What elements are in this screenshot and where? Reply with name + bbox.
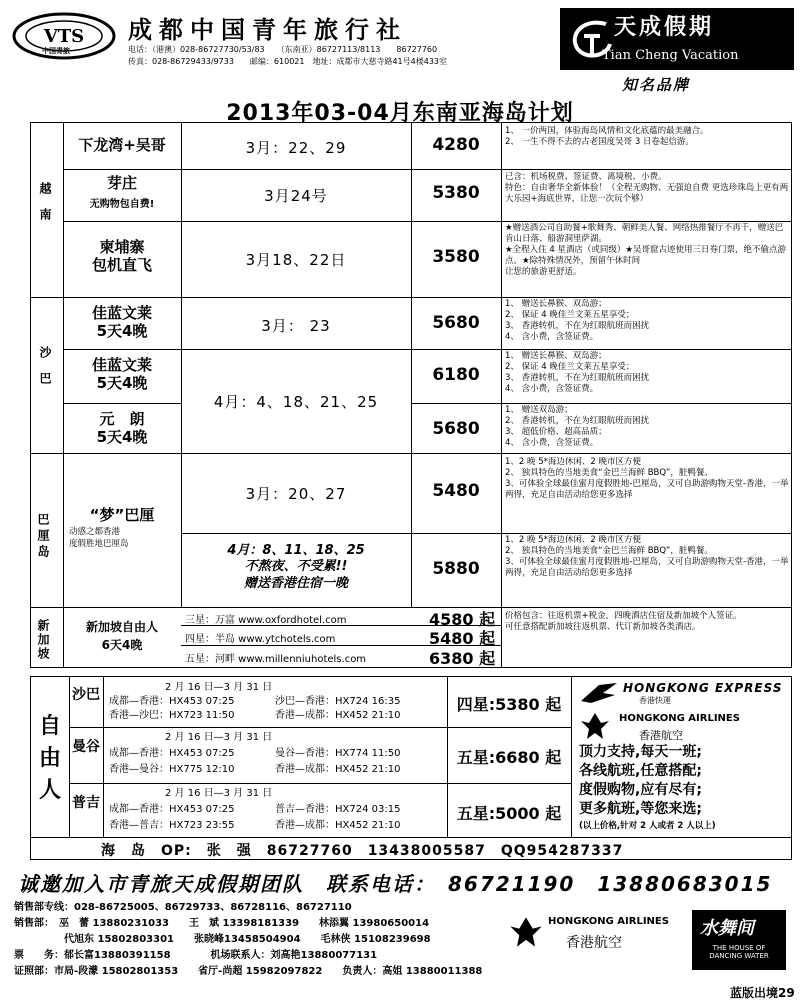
date-brunei-1: 3月： 23 [261,317,331,335]
flight-sabah-2: 沙巴—香港：HX724 16:35 [275,696,401,707]
product-nhatrang: 芽庄 [106,174,137,192]
brand-tag: 知名品牌 [622,76,691,94]
free-label: 自由人 [38,714,61,803]
hk-express-cn: 香港快運 [639,696,671,705]
contact-line-4: 票 务：郁长富13880391158 机场联系人：刘高艳13880077131 [14,950,378,961]
notes-singapore: 价格包含：往返机票+税金，四晚酒店住宿及新加坡个人签证。 可任意搭配新加坡往返机票、代订新加坡各类酒店。 [505,611,742,633]
flight-phuket-4: 香港—成都：HX452 21:10 [275,820,401,831]
notes-yuanlang: 1、 赠送双岛游； 2、 香港转机，不在为红眼航班而困扰 3、 超低价格、超高品质； 4、 含小费，含签证费。 [505,405,650,449]
hk-express-logo [579,681,789,707]
notes-nhatrang: 已含：机场税费、签证费、离境税、小费。 特色：自由奢华全新体验！（全程无购物、无强迫自费 更选珍珠岛上更有两大乐园+海底世界，让您一次玩个够） [505,172,789,205]
country-bali: 巴厘岛 [36,513,50,561]
hotel-5star: 五星：河畔 www.millenniuhotels.com [185,654,367,665]
footer-airline-name: HONGKONG AIRLINES [548,916,669,927]
notes-cambodia: ★赠送酒公司自助餐+歌舞秀、朝鲜美人餐、网络热推餐厅不再千，赠送巴肯山日落、船游洞里萨湖。 ★全程入住 4 星酒店（或同级）★吴哥窟古迹使用三日券门票，绝不偷点游点。★除特殊情况外，预留午休时间 让您的旅游更舒适。 [505,223,787,278]
flight-bangkok-2: 曼谷—香港：HX774 11:50 [275,748,401,759]
hotel-4star-price: 5480 起 [429,629,496,648]
fax-line: 传真：028-86729433/9733 邮编：610021 地址：成都市大慈寺路41号4楼433室 [128,57,448,66]
hk-express-bird-icon [579,681,619,705]
phone-line: 电话：（港澳）028-86727730/53/83 （东南亚）86727113/8113 86727760 [128,45,438,54]
free-traveler-section [30,676,792,860]
hotel-5star-price: 6380 起 [429,649,496,668]
hk-airlines-logo [579,711,789,741]
company-name: 成都中国青年旅行社 [128,15,407,44]
product-cambodia-sub: 包机直飞 [91,256,152,274]
flight-bangkok-3: 香港—曼谷：HX775 12:10 [109,764,235,775]
recruit-line: 诚邀加入市青旅天成假期团队 联系电话： 86721190 13880683015 [18,872,773,896]
price-bali-2: 5880 [432,559,480,579]
product-singapore-sub: 6天4晚 [101,638,143,652]
flight-sabah-4: 香港—成都：HX452 21:10 [275,710,401,721]
product-brunei-1: 佳蓝文莱 [91,304,152,322]
notes-bali-2: 1、2 晚 5*海边休闲、2 晚市区方便 2、 独具特色的当地美食“金巴兰海鲜 BBQ”，脏鸭餐。 3、可体验全球最佳蜜月度假胜地-巴厘岛，又可自助游购物天堂-香港，一举两得，充足自由活动给您更多选择 [505,535,789,579]
period-phuket: 2 月 16 日—3 月 31 日 [165,788,273,799]
product-halong: 下龙湾+吴哥 [78,136,166,154]
notes-bali-1: 1、2 晚 5*海边休闲、2 晚市区方便 2、 独具特色的当地美食“金巴兰海鲜 BBQ”，脏鸭餐。 3、可体验全球最佳蜜月度假胜地-巴厘岛，又可自助游购物天堂-香港，一举两得，充足自由活动给您更多选择 [505,457,789,501]
page-badge: 蓝版出境29 [730,986,795,1000]
notes-brunei-2: 1、 赠送长鼻猴、双岛游； 2、 保证 4 晚佳兰文莱五星享受； 3、 香港转机，不在为红眼航班而困扰 4、 含小费，含签证费。 [505,351,650,395]
svg-text:VTS: VTS [43,26,85,47]
tour-table [30,122,792,668]
product-bali-sub: 动感之都香港 度假胜地巴厘岛 [69,527,129,549]
hk-airlines-cn: 香港航空 [639,729,683,742]
product-nhatrang-sub: 无购物包自费! [89,199,155,210]
hk-express-name: HONGKONG EXPRESS [623,681,783,695]
hk-airlines-name: HONGKONG AIRLINES [619,713,740,724]
brand-cn: 天成假期 [614,14,715,40]
footer-airline-cn: 香港航空 [566,935,622,951]
country-vietnam: 越南 [38,182,52,234]
product-yuanlang-sub: 5天4晚 [96,428,148,446]
price-free-sabah: 四星:5380 起 [456,695,562,714]
cyts-logo [12,10,116,62]
dest-sabah: 沙巴 [72,687,100,703]
dancing-water-cn: 水舞间 [700,918,754,939]
flight-phuket-3: 香港—普吉：HX723 23:55 [109,820,235,831]
flight-sabah-3: 香港—沙巴：HX723 11:50 [109,710,235,721]
contact-line-2: 销售部： 巫 蕾 13880231033 王 斌 13398181339 林添翼 13980650014 [14,918,430,929]
product-yuanlang: 元 朗 [99,410,145,428]
product-singapore: 新加坡自由人 [85,620,158,634]
product-brunei-1-sub: 5天4晚 [96,322,148,340]
date-halong: 3月：22、29 [245,139,347,157]
product-bali: “梦”巴厘 [89,506,155,524]
hk-airlines-icon [579,711,611,741]
airline-promo: 顶力支持,每天一班; 各线航班,任意搭配; 度假购物,应有尽有; 更多航班,等您来选; [579,744,702,817]
flight-phuket-1: 成都—香港：HX453 07:25 [109,804,235,815]
country-sabah: 沙巴 [38,346,52,398]
dancing-water-logo [692,910,786,970]
footer-hk-airlines-icon [508,914,544,950]
period-bangkok: 2 月 16 日—3 月 31 日 [165,732,273,743]
period-sabah: 2 月 16 日—3 月 31 日 [165,682,273,693]
date-cambodia: 3月18、22日 [245,251,347,269]
price-free-bangkok: 五星:6680 起 [456,748,562,767]
date-nhatrang: 3月24号 [264,187,328,205]
country-singapore: 新加坡 [36,619,50,661]
contact-line-5: 证照部：市局-段濛 15802801353 省厅-尚超 15982097822 负责人：高姐 13880011388 [14,966,483,977]
flight-bangkok-1: 成都—香港：HX453 07:25 [109,748,235,759]
notes-halong: 1、 一价两国，体验海岛风情和文化底蕴的最美融合。 2、 一生不得不去的古老国度吴哥 3 日卷起信游。 [505,126,709,148]
price-brunei-1: 5680 [432,313,480,333]
page-title: 2013年03-04月东南亚海岛计划 [226,101,574,126]
date-bali-1: 3月：20、27 [245,485,347,503]
product-brunei-2: 佳蓝文莱 [91,356,152,374]
date-sabah-shared: 4月：4、18、21、25 [213,393,379,411]
product-cambodia: 柬埔寨 [99,238,145,256]
date-bali-2: 4月：8、11、18、25 不熬夜、不受累!! 赠送香港住宿一晚 [227,543,365,591]
hotel-4star: 四星：半岛 www.ytchotels.com [185,634,336,645]
dancing-water-en: THE HOUSE OF DANCING WATER [709,944,769,961]
price-bali-1: 5480 [432,481,480,501]
flight-phuket-2: 普吉—香港：HX724 03:15 [275,804,401,815]
contact-line-1: 销售部专线：028-86725005、86729733、86728116、86727110 [14,902,352,913]
price-yuanlang: 5680 [432,419,480,439]
promo-note: (以上价格,针对 2 人或者 2 人以上) [579,821,716,831]
price-nhatrang: 5380 [432,183,480,203]
price-free-phuket: 五星:5000 起 [456,804,562,823]
footer-hk-airlines-logo [508,912,678,956]
price-halong: 4280 [432,135,480,155]
dest-bangkok: 曼谷 [72,739,100,755]
flight-sabah-1: 成都—香港：HX453 07:25 [109,696,235,707]
hotel-3star-price: 4580 起 [429,610,496,629]
price-cambodia: 3580 [432,247,480,267]
contact-line-3: 代旭东 15802803301 张晓峰13458504904 毛林侠 15108239698 [14,934,431,945]
brand-en: Tian Cheng Vacation [602,48,739,63]
op-line: 海 岛 OP: 张 强 86727760 13438005587 QQ954287337 [101,843,624,859]
price-brunei-2: 6180 [432,365,480,385]
dest-phuket: 普吉 [72,795,100,811]
product-brunei-2-sub: 5天4晚 [96,374,148,392]
logo-text: 中国青旅 [42,47,70,55]
flight-bangkok-4: 香港—成都：HX452 21:10 [275,764,401,775]
hotel-3star: 三星：万富 www.oxfordhotel.com [185,615,347,626]
notes-brunei-1: 1、 赠送长鼻猴、双岛游； 2、 保证 4 晚佳兰文莱五星享受； 3、 香港转机，不在为红眼航班而困扰 4、 含小费，含签证费。 [505,299,650,343]
